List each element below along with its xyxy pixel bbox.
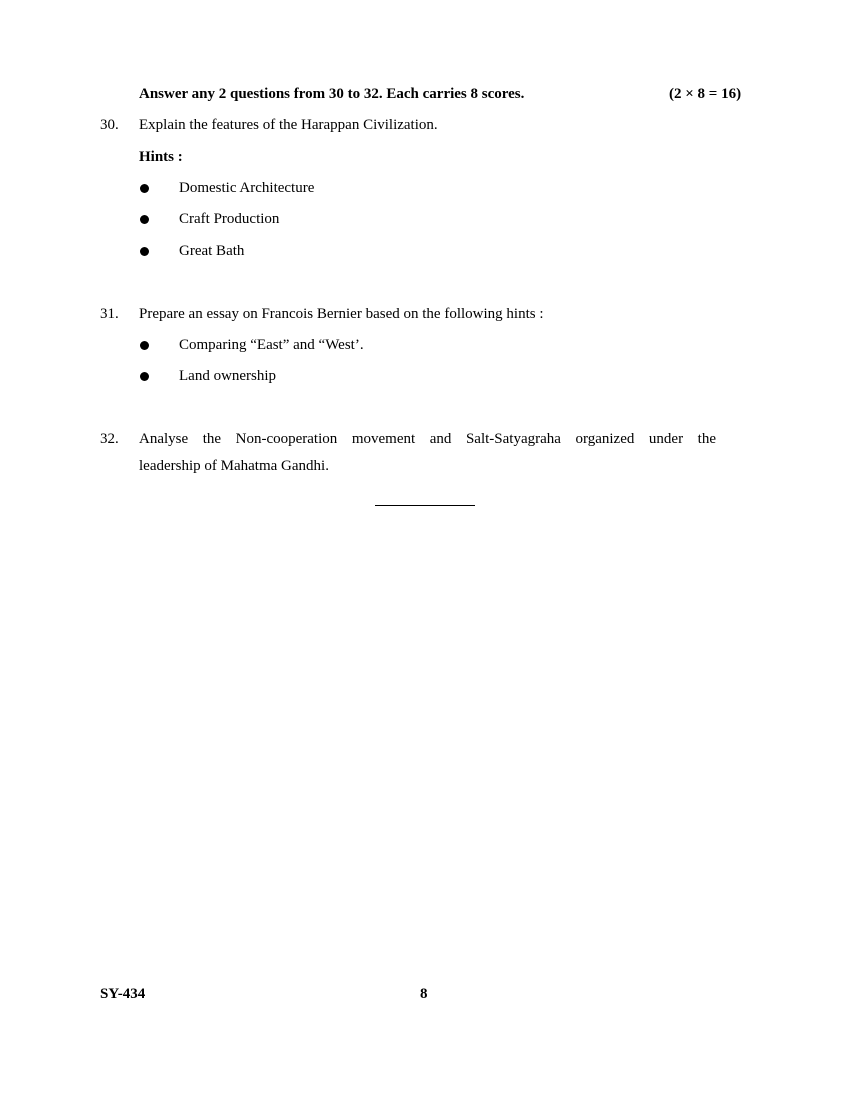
question-31-hint-1: Comparing “East” and “West’. (179, 337, 364, 353)
end-rule-divider (375, 505, 475, 506)
question-30-number: 30. (100, 117, 119, 133)
question-32-number: 32. (100, 431, 119, 447)
page-number: 8 (420, 986, 428, 1002)
question-31-number: 31. (100, 306, 119, 322)
bullet-icon (140, 247, 149, 256)
question-31-text: Prepare an essay on Francois Bernier based on the following hints : (139, 306, 544, 322)
question-32-text-line-1: Analyse the Non-cooperation movement and Salt-Satyagraha organized under the (139, 431, 716, 447)
question-30-text: Explain the features of the Harappan Civilization. (139, 117, 438, 133)
footer-code: SY-434 (100, 986, 146, 1002)
hints-label: Hints : (139, 149, 183, 165)
section-instruction: Answer any 2 questions from 30 to 32. Each carries 8 scores. (139, 86, 525, 102)
section-marks: (2 × 8 = 16) (669, 86, 742, 102)
bullet-icon (140, 184, 149, 193)
question-32-text-line-2: leadership of Mahatma Gandhi. (139, 458, 329, 474)
question-30-hint-3: Great Bath (179, 243, 245, 259)
question-30-hint-1: Domestic Architecture (179, 180, 315, 196)
bullet-icon (140, 341, 149, 350)
question-30-hint-2: Craft Production (179, 211, 280, 227)
question-31-hint-2: Land ownership (179, 368, 277, 384)
bullet-icon (140, 372, 149, 381)
bullet-icon (140, 215, 149, 224)
